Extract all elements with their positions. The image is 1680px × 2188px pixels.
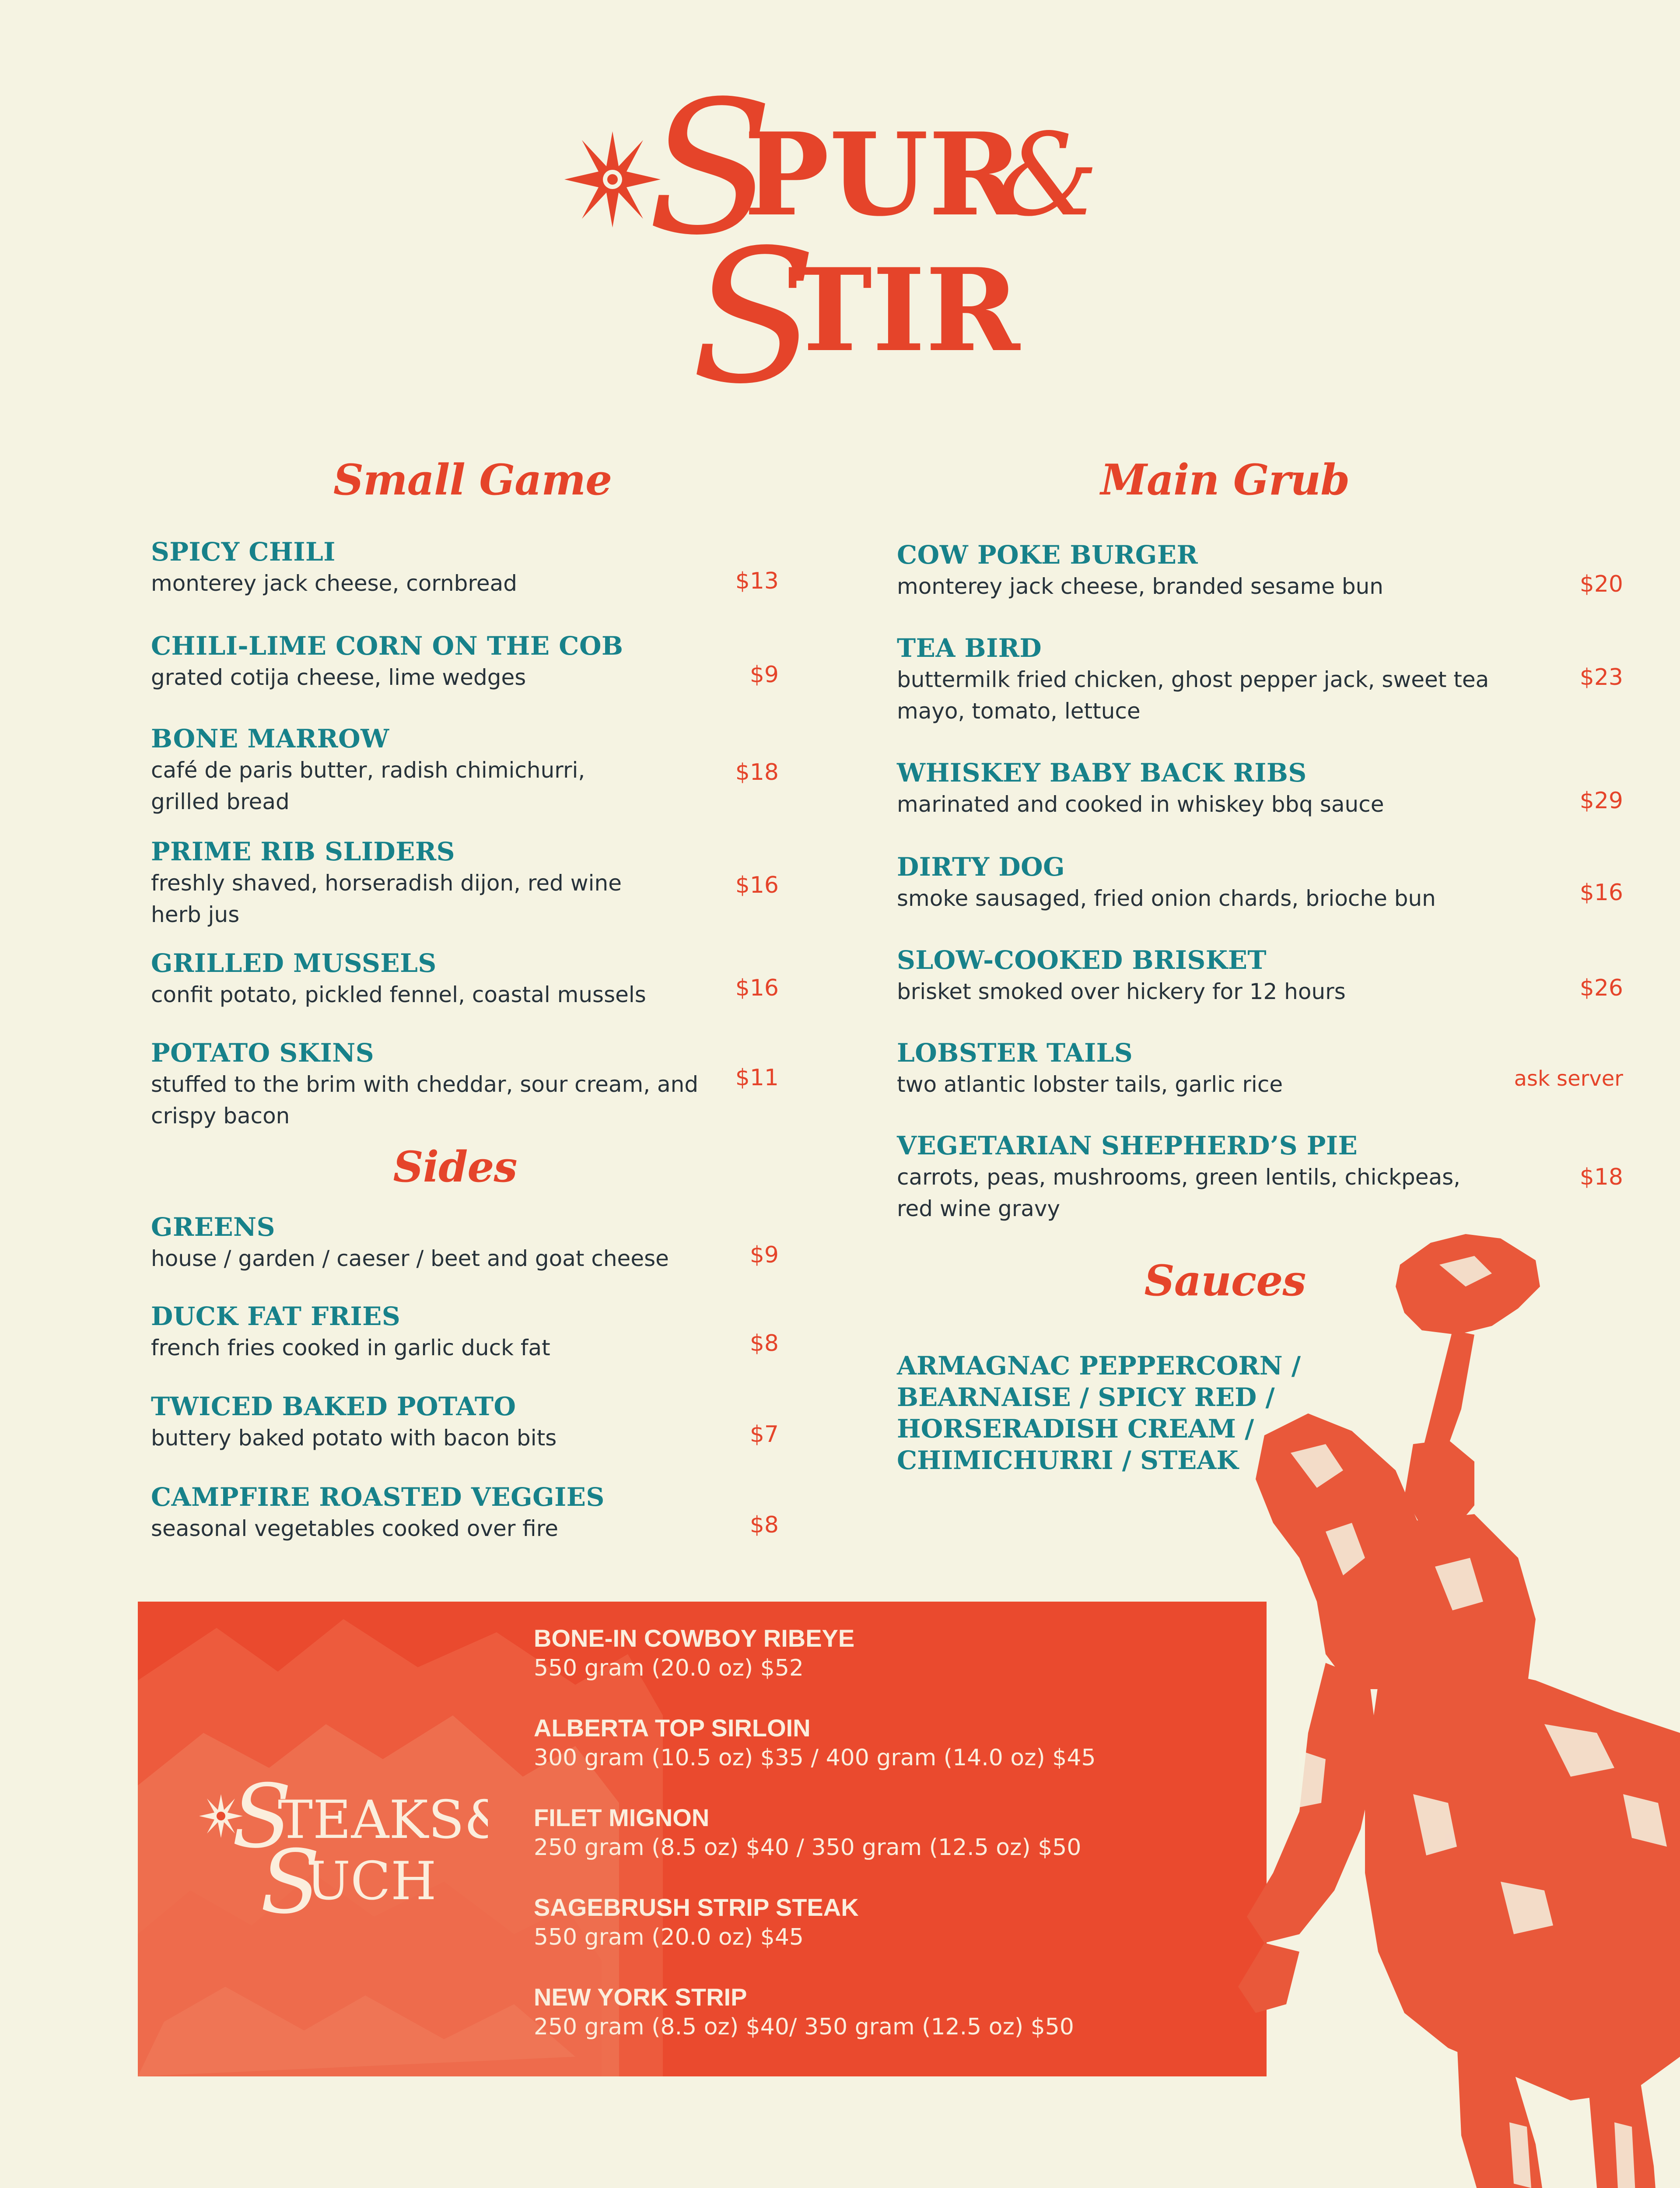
menu-item [897, 1037, 1553, 1100]
spur-and-stir-logo [560, 48, 1129, 398]
menu-item [151, 1211, 720, 1274]
steak-name: FILET MIGNON [534, 1804, 710, 1831]
menu-item [151, 1037, 720, 1132]
item-name: COW POKE BURGER [897, 540, 1198, 570]
item-price: $8 [749, 1512, 779, 1538]
item-desc: confit potato, pickled fennel, coastal mussels [151, 982, 646, 1007]
menu-item [151, 947, 720, 1010]
menu-item [897, 1130, 1553, 1224]
svg-text:TIR: TIR [788, 244, 1020, 377]
small-game-heading: Small Game [333, 455, 612, 505]
item-name: PRIME RIB SLIDERS [151, 837, 455, 866]
svg-text:&: & [998, 109, 1099, 242]
sauce-line: ARMAGNAC PEPPERCORN / [897, 1351, 1301, 1381]
item-desc: stuffed to the brim with cheddar, sour cream, and crispy bacon [151, 1072, 699, 1129]
item-name: CHILI-LIME CORN ON THE COB [151, 631, 623, 661]
sauce-line: HORSERADISH CREAM / [897, 1414, 1254, 1444]
item-price: $16 [735, 872, 779, 898]
steak-desc: 250 gram (8.5 oz) $40/ 350 gram (12.5 oz) $50 [534, 2014, 1074, 2040]
item-name: VEGETARIAN SHEPHERD’S PIE [897, 1131, 1358, 1161]
item-name: TEA BIRD [897, 633, 1042, 663]
item-name: LOBSTER TAILS [897, 1038, 1133, 1068]
item-name: CAMPFIRE ROASTED VEGGIES [151, 1482, 605, 1512]
menu-item [151, 836, 720, 930]
main-grub-heading: Main Grub [1100, 455, 1350, 505]
spur-star-icon [564, 131, 661, 228]
item-price: $23 [1579, 664, 1623, 691]
item-price: $7 [749, 1421, 779, 1448]
menu-item [151, 1481, 720, 1544]
item-name: BONE MARROW [151, 724, 389, 754]
item-desc: grated cotija cheese, lime wedges [151, 665, 526, 690]
steak-desc: 550 gram (20.0 oz) $52 [534, 1655, 804, 1681]
item-desc: seasonal vegetables cooked over fire [151, 1516, 558, 1541]
item-price: ask server [1514, 1066, 1623, 1091]
item-name: GREENS [151, 1212, 276, 1242]
menu-item [897, 632, 1553, 727]
item-desc: smoke sausaged, fried onion chards, brioche bun [897, 886, 1436, 911]
steak-item [534, 1893, 859, 1952]
menu-item [897, 757, 1553, 820]
sauce-line: BEARNAISE / SPICY RED / [897, 1382, 1275, 1412]
item-desc: carrots, peas, mushrooms, green lentils, chickpeas, red wine gravy [897, 1164, 1461, 1221]
sauce-line: CHIMICHURRI / STEAK [897, 1445, 1239, 1475]
steak-item [534, 1713, 1096, 1773]
item-desc: marinated and cooked in whiskey bbq sauce [897, 792, 1384, 817]
item-name: DIRTY DOG [897, 852, 1065, 882]
item-desc: freshly shaved, horseradish dijon, red wine herb jus [151, 870, 622, 927]
item-desc: buttermilk fried chicken, ghost pepper jack, sweet tea mayo, tomato, lettuce [897, 667, 1489, 724]
item-desc: monterey jack cheese, branded sesame bun [897, 574, 1383, 599]
item-name: SPICY CHILI [151, 537, 336, 567]
svg-text:S: S [232, 1766, 292, 1868]
svg-text:S: S [648, 62, 774, 276]
menu-item [151, 630, 720, 693]
steak-name: ALBERTA TOP SIRLOIN [534, 1714, 811, 1742]
item-desc: house / garden / caeser / beet and goat cheese [151, 1246, 669, 1271]
menu-item [897, 539, 1553, 602]
steak-name: NEW YORK STRIP [534, 1983, 747, 2011]
item-desc: french fries cooked in garlic duck fat [151, 1335, 550, 1360]
steak-name: SAGEBRUSH STRIP STEAK [534, 1893, 859, 1921]
steak-desc: 550 gram (20.0 oz) $45 [534, 1924, 804, 1950]
sauces-heading: Sauces [1144, 1256, 1306, 1305]
svg-text:PUR: PUR [744, 108, 1023, 242]
item-price: $11 [735, 1065, 779, 1091]
item-price: $13 [735, 568, 779, 594]
item-name: WHISKEY BABY BACK RIBS [897, 758, 1307, 788]
item-desc: café de paris butter, radish chimichurri, grilled bread [151, 757, 585, 814]
menu-item [897, 944, 1553, 1007]
item-price: $29 [1579, 788, 1623, 814]
item-price: $26 [1579, 975, 1623, 1001]
menu-item [151, 1391, 720, 1454]
steak-desc: 300 gram (10.5 oz) $35 / 400 gram (14.0 oz) $45 [534, 1745, 1096, 1771]
bronco-rider-illustration [1019, 1225, 1680, 2188]
svg-text:TEAKS&: TEAKS& [278, 1790, 488, 1851]
item-desc: monterey jack cheese, cornbread [151, 571, 518, 596]
item-price: $16 [1579, 880, 1623, 906]
steaks-and-such-logo [190, 1764, 488, 1921]
item-desc: brisket smoked over hickery for 12 hours [897, 979, 1346, 1004]
svg-text:S: S [260, 1831, 321, 1921]
item-price: $9 [749, 1242, 779, 1268]
item-price: $18 [1579, 1164, 1623, 1190]
item-name: TWICED BAKED POTATO [151, 1392, 516, 1421]
steak-name: BONE-IN COWBOY RIBEYE [534, 1624, 855, 1652]
item-name: POTATO SKINS [151, 1038, 374, 1068]
item-price: $8 [749, 1330, 779, 1357]
menu-item [151, 536, 720, 599]
item-desc: buttery baked potato with bacon bits [151, 1425, 557, 1451]
steak-item [534, 1803, 1081, 1862]
svg-text:S: S [691, 210, 817, 398]
item-name: DUCK FAT FRIES [151, 1301, 401, 1331]
sides-heading: Sides [393, 1142, 517, 1192]
menu-item [151, 1301, 720, 1364]
menu-item [897, 851, 1553, 914]
steak-item [534, 1623, 854, 1683]
item-price: $16 [735, 975, 779, 1001]
item-name: GRILLED MUSSELS [151, 948, 437, 978]
menu-item [151, 723, 720, 817]
item-price: $9 [749, 662, 779, 688]
item-price: $20 [1579, 571, 1623, 597]
item-name: SLOW-COOKED BRISKET [897, 945, 1267, 975]
svg-text:UCH: UCH [306, 1851, 437, 1912]
steak-desc: 250 gram (8.5 oz) $40 / 350 gram (12.5 oz) $50 [534, 1834, 1082, 1861]
item-price: $18 [735, 759, 779, 785]
steak-item [534, 1982, 1074, 2042]
item-desc: two atlantic lobster tails, garlic rice [897, 1072, 1283, 1097]
